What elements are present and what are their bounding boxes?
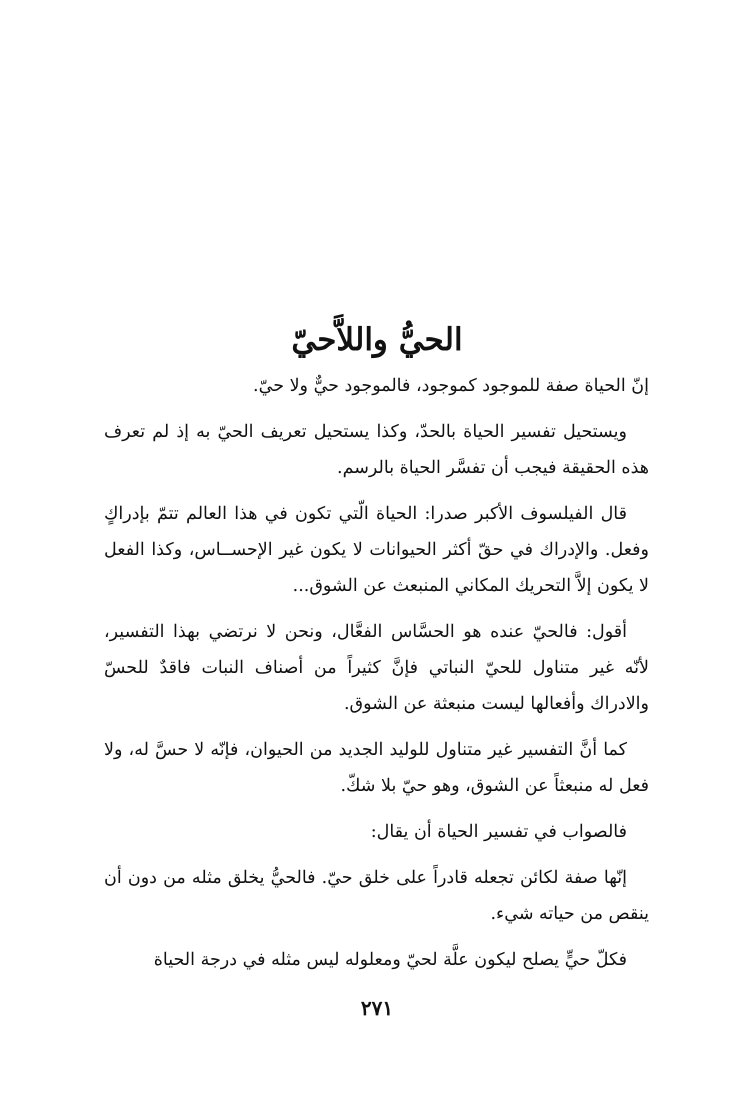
section-title: الحيُّ واللاَّحيّ bbox=[291, 322, 463, 358]
paragraph-7: إنّها صفة لكائن تجعله قادراً على خلق حيّ. فالحيُّ يخلق مثله من دون أن ينقص من حياته شيء. bbox=[104, 868, 649, 924]
paragraph-6: فالصواب في تفسير الحياة أن يقال: bbox=[370, 822, 627, 842]
paragraph-2: ويستحيل تفسير الحياة بالحدّ، وكذا يستحيل تعريف الحيّ به إذ لم تعرف هذه الحقيقة فيجب أن تفسَّر الحياة بالرسم. bbox=[104, 422, 649, 478]
paragraph-5: كما أنَّ التفسير غير متناول للوليد الجديد من الحيوان، فإنّه لا حسَّ له، ولا فعل له منبعثاً عن الشوق، وهو حيّ بلا شكّ. bbox=[104, 740, 649, 796]
paragraph-4: أقول: فالحيّ عنده هو الحسَّاس الفعَّال، ونحن لا نرتضي بهذا التفسير، لأنّه غير متناول للحيّ النباتي فإنَّ كثيراً من أصناف النبات فاقدٌ للحسّ والادراك وأفعالها ليست منبعثة عن الشوق. bbox=[104, 622, 649, 714]
body-text bbox=[104, 368, 649, 988]
page-number: ٢٧١ bbox=[360, 996, 394, 1020]
paragraph-3: قال الفيلسوف الأكبر صدرا: الحياة الّتي تكون في هذا العالم تتمّ بإدراكٍ وفعل. والإدراك في حقّ أكثر الحيوانات لا يكون غير الإحســاس، وكذا الفعل لا يكون إلاَّ التحريك المكاني المنبعث عن الشوق... bbox=[104, 504, 649, 596]
paragraph-1: إنّ الحياة صفة للموجود كموجود، فالموجود حيٌّ ولا حيّ. bbox=[253, 376, 649, 396]
paragraph-8: فكلّ حيٍّ يصلح ليكون علَّة لحيّ ومعلوله ليس مثله في درجة الحياة bbox=[153, 950, 627, 970]
